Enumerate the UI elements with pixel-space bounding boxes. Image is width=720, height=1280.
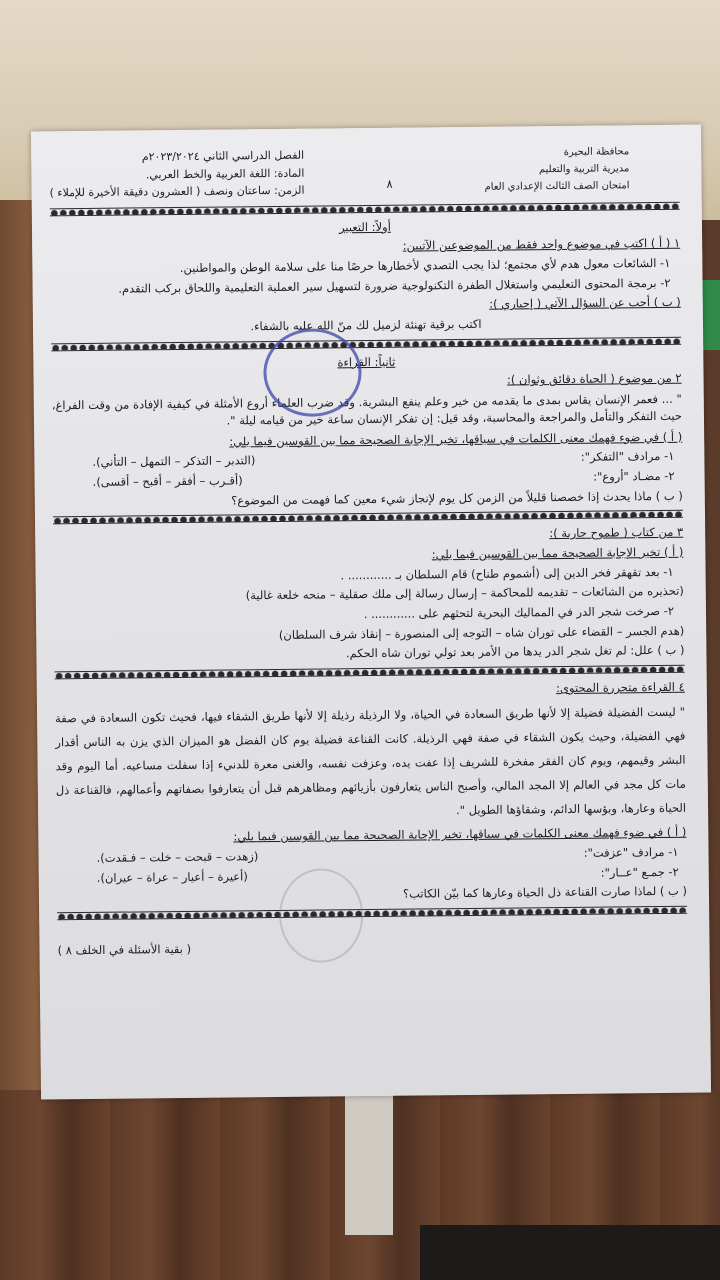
time: الزمن: ساعتان ونصف ( العشرون دقيقة الأخيرة للإملاء ) bbox=[49, 183, 305, 200]
item-options: (أقـرب – أفقر – أقبح – أقسى). bbox=[92, 473, 243, 489]
question-4-title: ٤ القراءة متحررة المحتوى: bbox=[556, 679, 685, 695]
item-question: ٢- مضـاد "أروع": bbox=[593, 468, 675, 484]
item-question: ٢- جمـع "عــار": bbox=[600, 864, 679, 880]
question-2a: ( أ ) في ضوء فهمك معنى الكلمات في سياقها، تخير الإجابة الصحيحة مما بين القوسين فيما يلي: bbox=[229, 429, 683, 448]
passage-4-line: " ليست الفضيلة فضيلة إلا لأنها طريق السعادة في الحياة، ولا الرذيلة رذيلة إلا لأنها طريق الشقاء فيها، فحيث تكون السعادة bbox=[99, 704, 686, 725]
governorate: محافظة البحيرة bbox=[563, 146, 630, 158]
passage-4-line: فالقناعة ذل الحياة وعارها، وبؤسها الدائم، وشقاؤها الطويل ". bbox=[55, 782, 687, 818]
item-options: (زهدت – قبحت – خلت – فـقدت). bbox=[96, 849, 259, 865]
question-3-title: ٣ من كتاب ( طموح جارية ): bbox=[549, 524, 684, 541]
divider bbox=[50, 202, 680, 217]
term: الفصل الدراسي الثاني ٢٠٢٣/٢٠٢٤م bbox=[141, 148, 305, 164]
question-4a: ( أ ) في ضوء فهمك معنى الكلمات في سياقها، تخير الإجابة الصحيحة مما بين القوسين فيما يلي: bbox=[233, 824, 687, 844]
passage-2-line: " ... فعمر الإنسان يقاس بمدى ما يقدمه من خير وعلم ينفع البشرية. وقد ضرب العلماء أروع الأمثلة في كيفية الإفادة من وقت bbox=[88, 391, 682, 413]
question-4b: ( ب ) لماذا صارت القناعة ذل الحياة وعارها كما بيّن الكاتب؟ bbox=[402, 883, 688, 901]
floor-block bbox=[345, 1095, 393, 1235]
question-1b: ( ب ) أجب عن السؤال الآتي ( إجباري ): bbox=[489, 295, 681, 312]
item-options: (أعيرة – أعيار – عراة – عيران). bbox=[96, 868, 248, 885]
exam-header bbox=[49, 143, 680, 202]
exam-paper bbox=[31, 125, 711, 1100]
topic-1: ١- الشائعات معول هدم لأي مجتمع؛ لذا يجب التصدي لأخطارها حرصًا منا على سلامة الوطن والمواطنين. bbox=[179, 255, 671, 276]
question-2-title: ٢ من موضوع ( الحياة دقائق وثوان ): bbox=[506, 371, 682, 388]
passage-2-line: الفراغ، حيث التفكر والتأمل والمراجعة والمحاسبة، وقد قيل: إن تفكر الإنسان ساعة خير من قيامه ليلة ". bbox=[51, 398, 683, 428]
topic-2: ٢- برمجة المحتوى التعليمي واستغلال الطفرة التكنولوجية ضرورة لتسهيل سير العملية التعليمية واللحاق بركب التقدم. bbox=[118, 275, 671, 296]
divider bbox=[51, 337, 681, 352]
continued-note: ( بقية الأسئلة في الخلف ٨ ) bbox=[57, 941, 192, 958]
divider bbox=[57, 906, 687, 921]
header-authority bbox=[484, 143, 679, 196]
item-options: (تحذيره من الشائعات – تقديمه للمحاكمة – إرسال رسالة إلى ملك صقلية – منحه خلعة غالية) bbox=[245, 583, 684, 603]
header-details bbox=[49, 147, 304, 202]
passage-4-line: الناس أقدار البشر وقيمهم، ويوم كان الفقر مفخرة للشريف إذا عفت يده، وعزفت نفسه، والغنى معرة للدنيء إذا سفلت مساعيه. أما bbox=[55, 734, 686, 773]
dark-object bbox=[420, 1225, 720, 1280]
passage-2 bbox=[52, 391, 682, 431]
item-options: (هدم الجسر – القضاء على توران شاه – التوجه إلى المنصورة – إنقاذ شرف السلطان) bbox=[278, 623, 685, 642]
item-question: ٢- صرخت شجر الدر في المماليك البحرية لتحثهم على ............ . bbox=[363, 603, 675, 621]
question-1a: ١ ( أ ) اكتب في موضوع واحد فقط من الموضوعين الآتيين: bbox=[402, 236, 681, 254]
question-3a: ( أ ) تخير الإجابة الصحيحة مما بين القوسين فيما يلي: bbox=[431, 544, 684, 562]
divider bbox=[53, 510, 683, 525]
passage-4-line: اليوم وقد مات كل مجد في العالم إلا المجد المالي، وأصبح الناس يتعارفون بأزيائهم ومظاهرهم قبل أن يتعارفوا بصفاتهم وأعمالهم، bbox=[55, 758, 686, 797]
item-question: ١- مرادف "التفكر": bbox=[580, 448, 675, 464]
section-title-expression: أولاً: التعبير bbox=[338, 219, 391, 235]
page-count: ٨ bbox=[386, 176, 393, 191]
section-title-reading: ثانياً: القراءة bbox=[337, 354, 396, 370]
exam-title: امتحان الصف الثالث الإعدادي العام bbox=[484, 180, 630, 193]
question-1b-text: اكتب برقية تهنئة لزميل لك منّ الله عليه بالشفاء. bbox=[250, 316, 482, 334]
item-question: ١- بعد تقهقر فخر الدين إلى (أشموم طناح) قام السلطان بـ ............ . bbox=[340, 564, 674, 582]
question-3b: ( ب ) علل: لم تغل شجر الدر يدها من الأمر بعد تولي توران شاه الحكم. bbox=[345, 642, 685, 661]
item-question: ١- مرادف "عزفت": bbox=[583, 844, 679, 860]
divider bbox=[55, 665, 685, 680]
faint-stamp bbox=[279, 868, 364, 963]
passage-4 bbox=[55, 699, 686, 826]
item-options: (التدبر – التذكر – التمهل – التأني). bbox=[92, 453, 256, 470]
directorate: مديرية التربية والتعليم bbox=[538, 163, 630, 176]
subject: المادة: اللغة العربية والخط العربي. bbox=[145, 166, 305, 181]
question-2b: ( ب ) ماذا يحدث إذا خصصنا قليلاً من الزمن كل يوم لإنجاز شيء معين كما فهمت من الموضوع؟ bbox=[231, 488, 683, 507]
passage-4-line: في صفة فهي الفضيلة، وحيث يكون الشقاء في صفة فهي الرذيلة. كانت القناعة فضيلة يوم كان الفضل هو الميزان الذي يزن به bbox=[55, 710, 686, 749]
